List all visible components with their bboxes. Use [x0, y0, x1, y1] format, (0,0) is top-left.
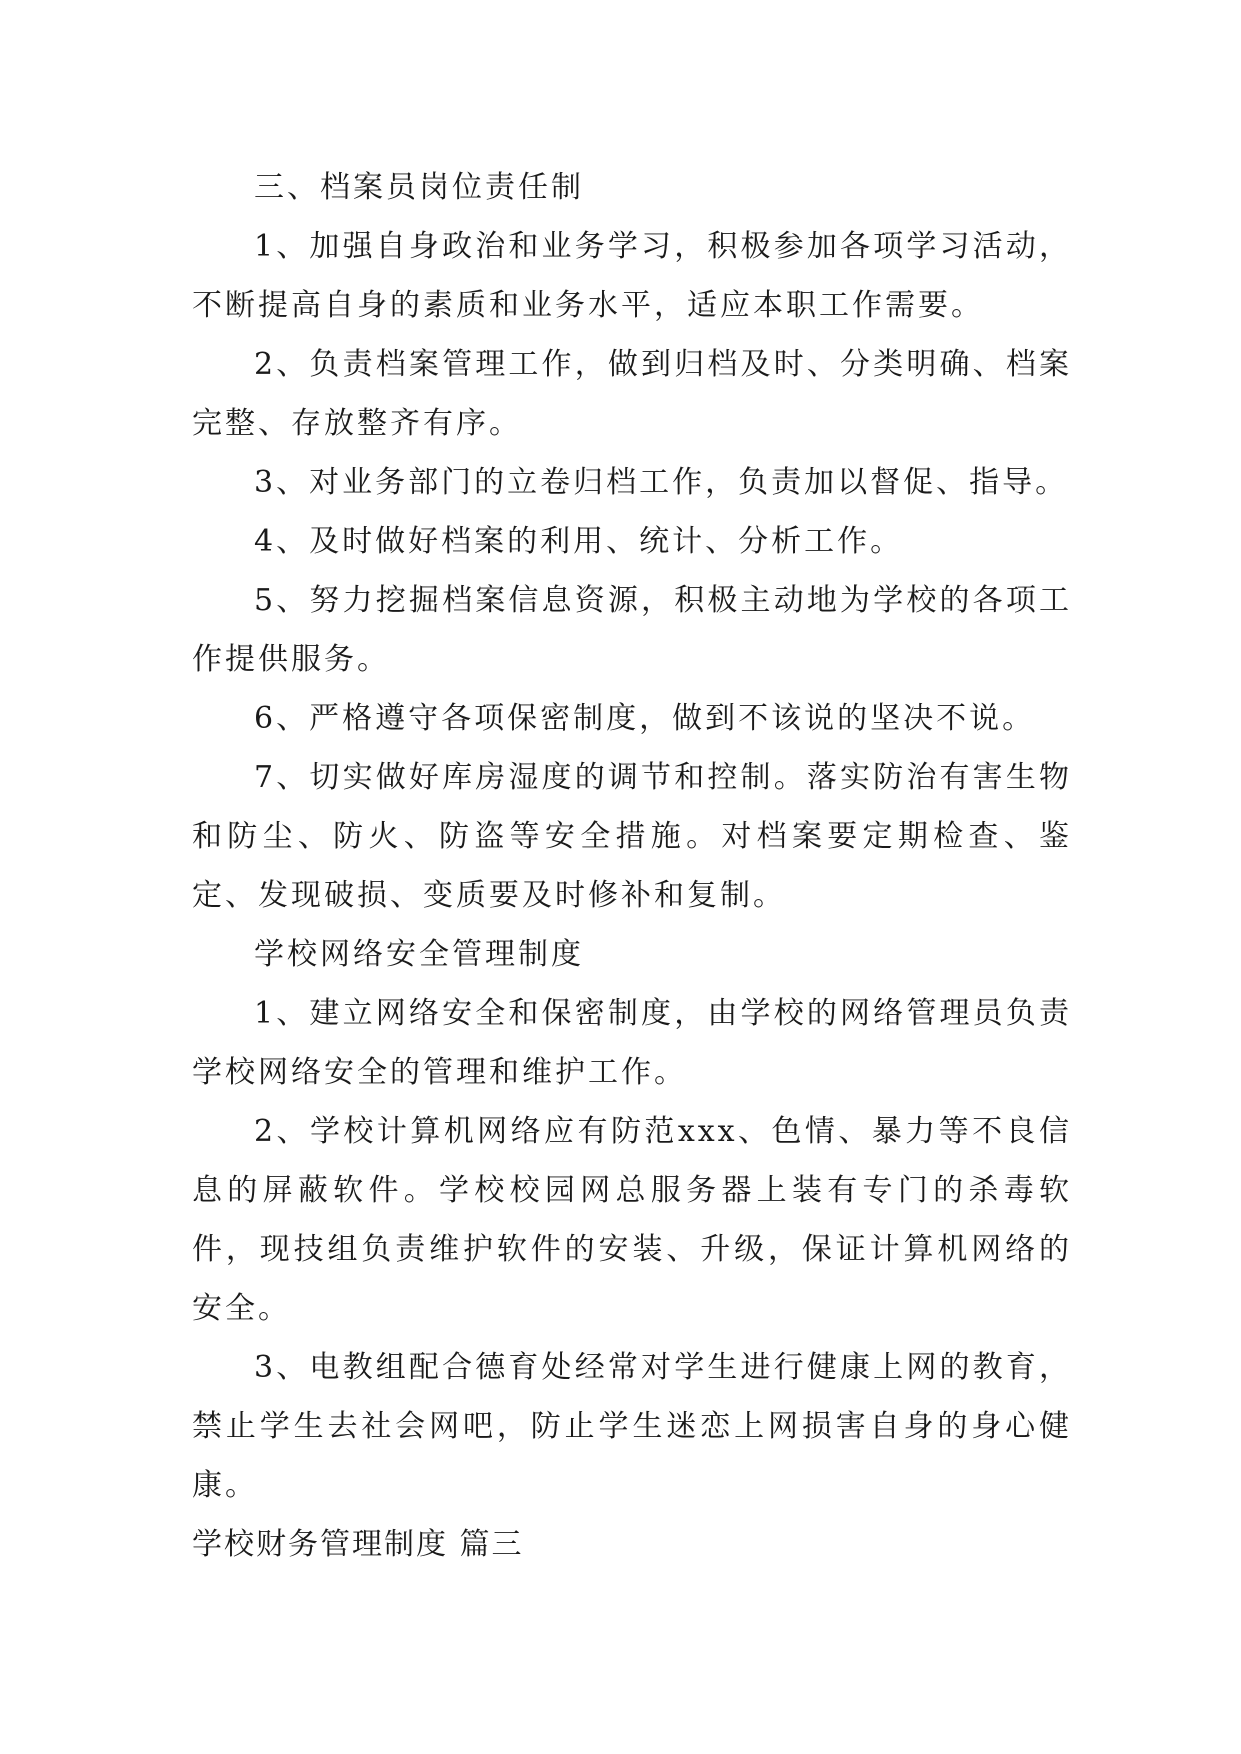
paragraph: 7、切实做好库房湿度的调节和控制。落实防治有害生物和防尘、防火、防盗等安全措施。对档案要定期检查、鉴定、发现破损、变质要及时修补和复制。 [192, 760, 1072, 913]
paragraph: 2、学校计算机网络应有防范xxx、色情、暴力等不良信息的屏蔽软件。学校校园网总服务器上装有专门的杀毒软件，现技组负责维护软件的安装、升级，保证计算机网络的安全。 [192, 1114, 1072, 1326]
paragraph: 2、负责档案管理工作，做到归档及时、分类明确、档案完整、存放整齐有序。 [192, 347, 1072, 441]
paragraph: 5、努力挖掘档案信息资源，积极主动地为学校的各项工作提供服务。 [192, 583, 1072, 677]
paragraph: 1、建立网络安全和保密制度，由学校的网络管理员负责学校网络安全的管理和维护工作。 [192, 996, 1072, 1090]
next-section-title: 学校财务管理制度 篇三 [192, 1527, 524, 1562]
paragraph: 3、电教组配合德育处经常对学生进行健康上网的教育，禁止学生去社会网吧，防止学生迷恋上网损害自身的身心健康。 [192, 1350, 1072, 1503]
paragraph: 1、加强自身政治和业务学习，积极参加各项学习活动，不断提高自身的素质和业务水平，适应本职工作需要。 [192, 229, 1072, 323]
section-heading-archivist: 三、档案员岗位责任制 [254, 170, 584, 205]
paragraph: 3、对业务部门的立卷归档工作，负责加以督促、指导。 [254, 465, 1069, 500]
paragraph: 4、及时做好档案的利用、统计、分析工作。 [254, 524, 904, 559]
paragraph: 6、严格遵守各项保密制度，做到不该说的坚决不说。 [254, 701, 1036, 736]
section-heading-network-security: 学校网络安全管理制度 [254, 937, 584, 972]
document-body [192, 158, 1072, 1515]
